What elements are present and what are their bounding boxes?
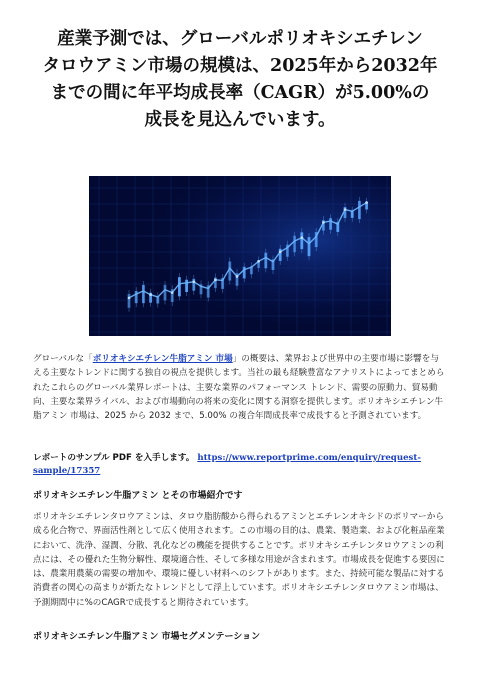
title-line-3: までの間に年平均成長率（CAGR）が5.00%の: [50, 83, 430, 103]
section-heading-intro: ポリオキシエチレン牛脂アミン とその市場紹介です: [33, 491, 243, 501]
glow-dot: [257, 260, 260, 263]
glow-dot: [322, 221, 325, 224]
glow-dot: [344, 208, 347, 211]
glow-dot: [301, 236, 304, 239]
glow-dot: [149, 293, 152, 296]
title-line-4: 成長を見込んでいます。: [144, 110, 336, 130]
section-heading-segmentation: ポリオキシエチレン牛脂アミン 市場セグメンテーション: [33, 632, 261, 642]
glow-dot: [128, 297, 131, 300]
glow-dot: [171, 291, 174, 294]
glow-dot: [214, 279, 217, 282]
market-report-link[interactable]: ポリオキシエチレン牛脂アミン 市場: [92, 354, 233, 364]
glow-dot: [193, 280, 196, 283]
financial-chart-illustration: [89, 176, 391, 336]
intro-paragraph: グローバルな「ポリオキシエチレン牛脂アミン 市場」の概要は、業界および世界中の主要市場に影響を与える主要なトレンドに関する独自の視点を提供します。当社の最も経験豊富なアナリストによってまとめられたこれらのグローバル業界レポートは、主要な業界のパフォーマンス トレンド、需要の原動力、貿易動向、主要な業界ライバル、および市場動向の将来の変化に関する洞察を提供します。ポリオキシエチレン牛脂アミン 市場は、2025 から 2032 まで、5.00% の複合年間成長率で成長すると予測されています。: [33, 354, 445, 422]
page-title: [22, 26, 458, 134]
sample-request-link[interactable]: https://www.reportprime.com/enquiry/request-sample/17357: [33, 453, 421, 476]
glow-dot: [365, 201, 368, 204]
sample-label: レポートのサンプル PDF を入手します。: [33, 453, 195, 463]
glow-dot: [236, 275, 239, 278]
title-line-1: 産業予測では、グローバルポリオキシエチレン: [57, 29, 423, 49]
market-intro-paragraph: ポリオキシエチレンタロウアミンは、タロウ脂肪酸から得られるアミンとエチレンオキシドのポリマーから成る化合物で、界面活性剤として広く使用されます。この市場の目的は、農業、製造業、および化粧品産業において、洗浄、湿潤、分散、乳化などの機能を提供することです。ポリオキシエチレンタロウアミンの利点には、その優れた生物分解性、環境適合性、そして多様な用途が含まれます。市場成長を促進する要因には、農業用農薬の需要の増加や、環境に優しい材料へのシフトがあります。また、持続可能な製品に対する消費者の関心の高まりが新たなトレンドとして浮上しています。ポリオキシエチレンタロウアミン市場は、予測期間中に%のCAGRで成長すると期待されています。: [33, 512, 445, 608]
hero-image: [89, 176, 391, 336]
sample-request-line: [33, 452, 447, 478]
title-line-2: タロウアミン市場の規模は、2025年から2032年: [42, 56, 438, 76]
glow-dot: [279, 251, 282, 254]
